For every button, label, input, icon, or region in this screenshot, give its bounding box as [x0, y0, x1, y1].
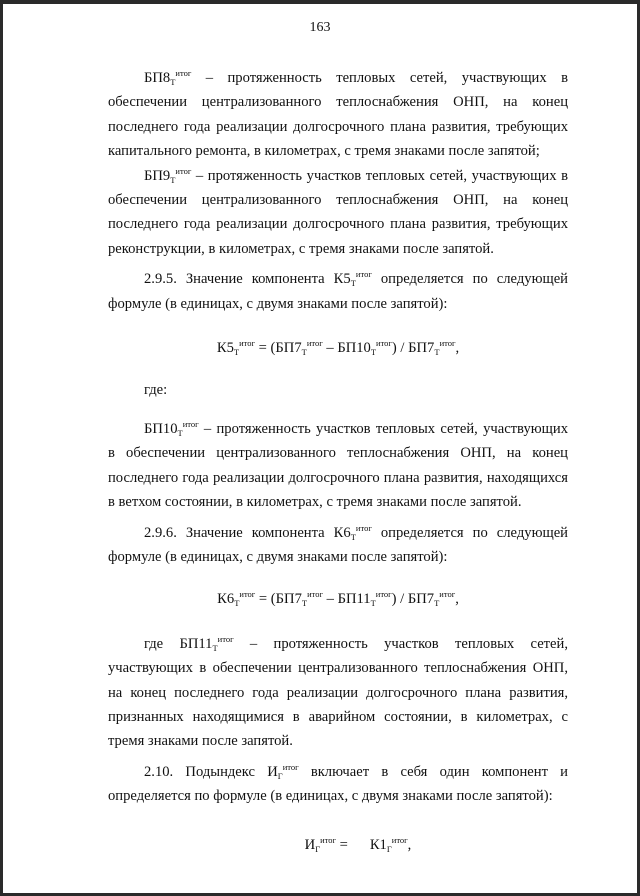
symbol-superscript: итог [355, 522, 372, 533]
scan-border-left [0, 0, 3, 896]
document-body [108, 66, 568, 857]
definition-text: – протяженность участков тепловых сетей, участвующих в обеспечении централизованного теплоснабжения ОНП, на конец последнего года реализации долгосрочного плана развития, находящихся в ветхом состоянии, в километрах, с тремя знаками после запятой. [108, 420, 568, 511]
formula-superscript: итог [375, 589, 392, 600]
symbol-base: БП9 [144, 167, 171, 184]
symbol-base: БП8 [144, 70, 171, 86]
symbol-subscript: Т [350, 278, 356, 289]
formula-subscript: Т [434, 347, 440, 358]
symbol-superscript: итог [182, 418, 199, 429]
definition-text: – протяженность участков тепловых сетей, участвующих в обеспечении централизованного теплоснабжения ОНП, на конец последнего года реализации долгосрочного плана развития, требующих реконструкции, в километрах, с тремя знаками после запятой. [108, 167, 568, 257]
formula-term: К6 [217, 591, 235, 608]
symbol-subscript: Т [212, 642, 218, 653]
formula-term: К5 [216, 340, 234, 357]
symbol-superscript: итог [175, 165, 192, 176]
formula-subscript: Т [301, 598, 308, 609]
section-2-9-6 [108, 521, 568, 570]
symbol-subscript: Т [170, 174, 176, 185]
formula-subscript: Т [370, 347, 377, 358]
formula-operator: ) / [391, 591, 408, 608]
formula-operator: – [322, 591, 338, 608]
page-number: 163 [309, 20, 331, 35]
formula-subscript: Т [234, 598, 240, 609]
formula-k5 [108, 336, 568, 360]
definition-text: – протяженность тепловых сетей, участвующих в обеспечении централизованного теплоснабжения ОНП, на конец последнего года реализации долгосрочного плана развития, требующих капитального ремонта, в километрах, с тремя знаками после запятой; [108, 70, 568, 160]
formula-k6 [108, 587, 568, 611]
formula-subscript: Т [434, 598, 440, 609]
symbol-superscript: итог [355, 269, 372, 280]
formula-subscript: Г [315, 843, 321, 854]
formula-operator: = ( [255, 591, 276, 608]
formula-superscript: итог [376, 338, 392, 349]
definition-text: – протяженность участков тепловых сетей, участвующих в обеспечении централизованного теплоснабжения ОНП, на конец последнего года реализации долгосрочного плана развития, признанных находящимися в аварийном состоянии, в километрах, с тремя знаками после запятой. [108, 635, 568, 750]
formula-subscript: Т [301, 347, 307, 358]
definition-bp8 [108, 66, 568, 164]
section-2-10 [108, 760, 568, 809]
symbol-subscript: Т [170, 77, 176, 87]
symbol-base: БП10 [144, 420, 178, 437]
where-label: где: [144, 382, 168, 399]
section-text: определяется по следующей формуле (в единицах, с двумя знаками после запятой): [108, 271, 568, 312]
formula-ig [108, 833, 568, 857]
formula-term: БП11 [337, 591, 371, 608]
formula-term: И [304, 836, 316, 853]
symbol-base: где БП11 [144, 635, 213, 652]
formula-superscript: итог [439, 338, 456, 349]
formula-term: БП7 [275, 591, 302, 608]
formula-operator: , [455, 340, 460, 357]
section-text: 2.9.5. Значение компонента К5 [144, 271, 351, 288]
section-text: 2.10. Подындекс И [144, 763, 278, 780]
formula-term: БП7 [407, 591, 435, 608]
formula-subscript: Т [370, 598, 376, 609]
formula-superscript: итог [439, 589, 456, 600]
formula-superscript: итог [239, 338, 256, 349]
symbol-subscript: Т [350, 531, 356, 542]
formula-superscript: итог [391, 834, 408, 845]
formula-operator: , [407, 836, 412, 853]
formula-operator: , [455, 591, 459, 608]
formula-term: БП7 [275, 340, 302, 357]
definition-bp10 [108, 417, 568, 515]
formula-operator: = ( [255, 340, 276, 357]
formula-operator: = [336, 836, 370, 853]
symbol-superscript: итог [217, 633, 234, 644]
section-text: 2.9.6. Значение компонента К6 [144, 524, 351, 541]
symbol-subscript: Г [277, 770, 283, 781]
formula-superscript: итог [239, 589, 256, 600]
section-text: включает в себя один компонент и определяется по формуле (в единицах, с двумя знаками после запятой): [108, 763, 568, 805]
formula-superscript: итог [307, 589, 323, 600]
symbol-superscript: итог [282, 761, 299, 772]
symbol-bp9 [144, 165, 192, 185]
formula-term: К1 [369, 836, 387, 853]
formula-superscript: итог [320, 834, 337, 845]
formula-term: БП7 [408, 340, 435, 357]
formula-subscript: Т [233, 347, 240, 358]
symbol-superscript: итог [175, 68, 192, 78]
formula-term: БП10 [337, 340, 371, 357]
formula-superscript: итог [306, 338, 323, 349]
formula-operator: ) / [391, 340, 409, 357]
formula-operator: – [322, 340, 338, 357]
symbol-subscript: Т [177, 427, 183, 438]
symbol-bp10 [144, 418, 199, 438]
definition-bp11 [108, 632, 568, 754]
section-2-9-5 [108, 267, 568, 316]
section-text: определяется по следующей формуле (в единицах, с двумя знаками после запятой): [108, 524, 568, 565]
symbol-bp8 [144, 70, 191, 86]
formula-subscript: Г [386, 843, 392, 854]
scan-border-top [0, 0, 640, 4]
definition-bp9 [108, 164, 568, 262]
